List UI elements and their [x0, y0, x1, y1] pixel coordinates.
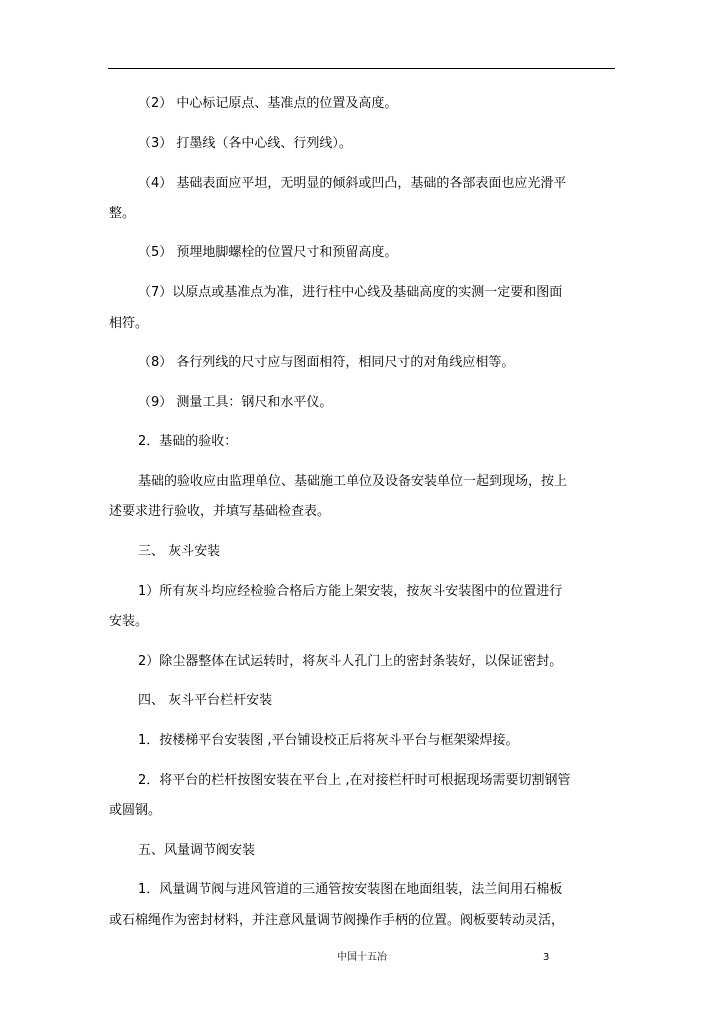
text-line: 2）除尘器整体在试运转时，将灰斗人孔门上的密封条装好，以保证密封。: [138, 654, 563, 669]
text-line: 整。: [109, 206, 136, 221]
text-line: 1）所有灰斗均应经检验合格后方能上架安装，按灰斗安装图中的位置进行: [138, 584, 563, 599]
text-line: （7）以原点或基准点为准，进行柱中心线及基础高度的实测一定要和图面: [138, 285, 563, 300]
section-heading: 2．基础的验收：: [138, 434, 238, 449]
text-line: 安装。: [109, 614, 149, 629]
text-line: 相符。: [109, 316, 149, 331]
section-heading: 三、 灰斗安装: [138, 544, 221, 559]
text-line: （8） 各行列线的尺寸应与图面相符，相同尺寸的对角线应相等。: [138, 355, 515, 370]
text-line: 2．将平台的栏杆按图安装在平台上 ,在对接栏杆时可根据现场需要切割钢管: [138, 773, 571, 788]
text-line: （2） 中心标记原点、基准点的位置及高度。: [138, 96, 398, 111]
text-line: 1．风量调节阀与进风管道的三通管按安装图在地面组装，法兰间用石棉板: [138, 882, 563, 897]
text-line: （5） 预埋地脚螺栓的位置尺寸和预留高度。: [138, 245, 398, 260]
section-heading: 四、 灰斗平台栏杆安装: [138, 693, 273, 708]
footer-company: 中国十五冶: [337, 952, 387, 963]
page-number: 3: [543, 952, 550, 963]
text-line: 1．按楼梯平台安装图 ,平台铺设校正后将灰斗平台与框架梁焊接。: [138, 733, 519, 748]
text-line: （9） 测量工具：钢尺和水平仪。: [138, 395, 333, 410]
header-rule: [108, 68, 615, 69]
text-line: 或圆钢。: [109, 803, 162, 818]
text-line: 述要求进行验收，并填写基础检查表。: [109, 504, 331, 519]
text-line: 或石棉绳作为密封材料，并注意风量调节阀操作手柄的位置。阀板要转动灵活，: [109, 913, 565, 928]
text-line: （3） 打墨线（各中心线、行列线）。: [138, 136, 352, 151]
text-line: 基础的验收应由监理单位、基础施工单位及设备安装单位一起到现场，按上: [138, 474, 568, 489]
text-line: （4） 基础表面应平坦，无明显的倾斜或凹凸，基础的各部表面也应光滑平: [138, 176, 567, 191]
section-heading: 五、风量调节阀安装: [138, 843, 256, 858]
